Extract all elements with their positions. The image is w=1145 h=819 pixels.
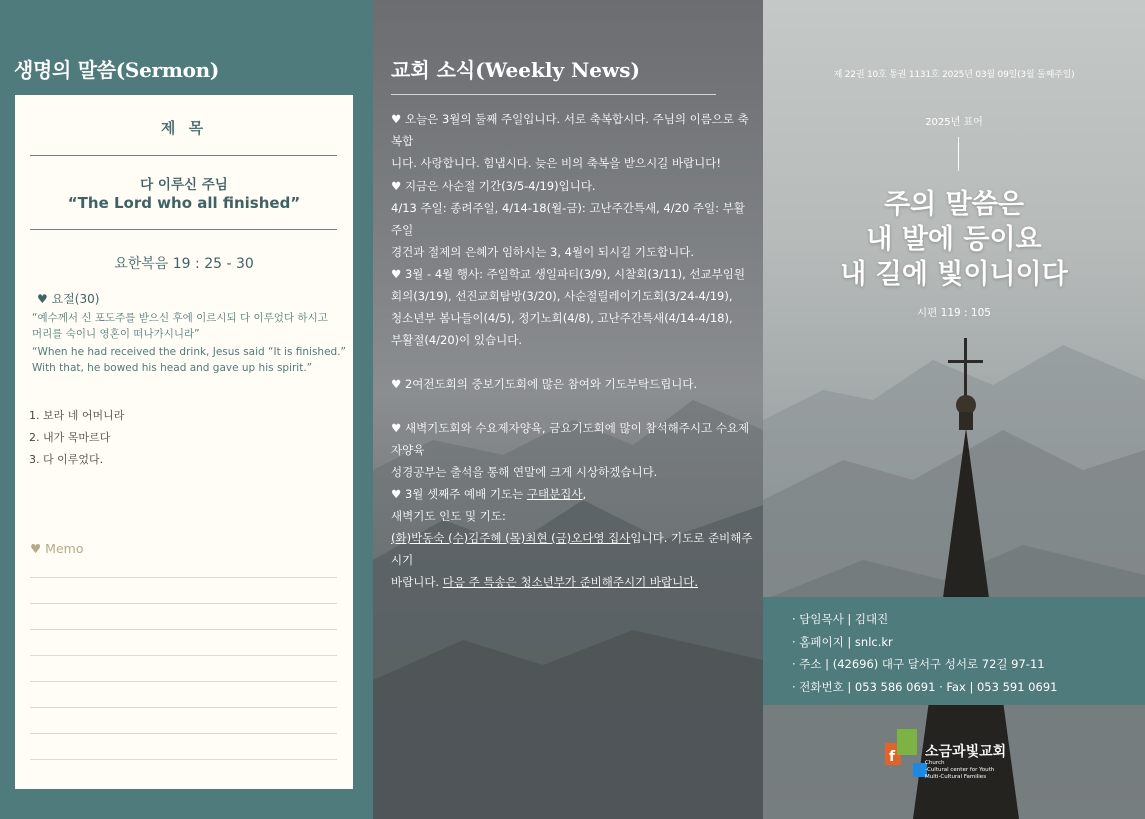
sermon-point: 1. 보라 네 어머니라 [29,409,125,422]
logo-subtitle: Church [925,760,945,766]
verse-en-line: “When he had received the drink, Jesus said “It is finished.” [32,346,346,358]
sermon-point: 3. 다 이루었다. [29,453,104,466]
sermon-points [29,405,124,471]
memo-line [30,733,337,734]
special-song-notice: 다음 주 특송은 청소년부가 준비해주시기 바랍니다. [442,575,698,589]
issue-info: 제 22권 10호 통권 1131호 2025년 03월 09일(3월 둘째주일) [833,70,1075,80]
svg-text:f: f [889,749,896,765]
news-line [391,483,753,505]
news-panel [373,0,763,819]
news-line: ♥ 2여전도회의 중보기도회에 많은 참여와 기도부탁드립니다. [391,377,698,391]
news-line: 회의(3/19), 선진교회탐방(3/20), 사순절릴레이기도회(3/24-4/19), [391,289,733,303]
logo-mark-icon [885,729,930,791]
phone-info: · 전화번호 | 053 586 0691 · Fax | 053 591 0691 [792,679,1058,694]
divider [391,94,716,95]
divider [30,155,337,156]
divider [30,229,337,230]
verse-ko-line: “예수께서 신 포도주를 받으신 후에 이르시되 다 이루었다 하시고 [32,312,328,324]
logo-subtitle: Multi-Cultural Families [925,774,987,780]
news-text: , [582,487,587,501]
cover-panel [763,0,1145,819]
news-line: 부활절(4/20)이 있습니다. [391,333,522,347]
memo-line [30,629,337,630]
news-line: 니다. 사랑합니다. 힘냅시다. 늦은 비의 축복을 받으시길 바랍니다! [391,156,721,170]
address-info: · 주소 | (42696) 대구 달서구 성서로 72길 97-11 [792,657,1045,671]
year-motto-label: 2025년 표어 [925,117,983,128]
news-item [391,108,753,174]
memo-line [30,759,337,760]
motto-line: 내 발에 등이요 [866,224,1042,255]
motto-line: 내 길에 빛이니이다 [840,259,1068,290]
sermon-title-ko: 다 이루신 주님 [140,177,228,193]
sermon-point: 2. 내가 목마르다 [29,431,111,444]
news-line [391,527,753,571]
verse-en-line: With that, he bowed his head and gave up his spirit.” [32,362,313,374]
verse-ko-line: 머리를 숙이니 영혼이 떠나가시니라” [32,328,200,340]
memo-line [30,603,337,604]
scripture-reference: 요한복음 19 : 25 - 30 [114,256,254,272]
year-motto [763,187,1145,292]
sermon-panel [0,0,373,819]
sermon-heading: 생명의 말씀(Sermon) [14,58,220,82]
church-info-box [763,597,1145,705]
memo-line [30,655,337,656]
news-item [391,483,753,593]
memo-line [30,577,337,578]
memo-line [30,681,337,682]
motto-reference: 시편 119 : 105 [917,307,991,319]
news-line: ♥ 오늘은 3월의 둘째 주일입니다. 서로 축복합시다. 주님의 이름으로 축복합 [391,112,749,148]
news-line [391,571,753,593]
logo-subtitle: -Cultural center for Youth [925,767,995,773]
divider [958,137,959,171]
news-line: ♥ 새벽기도회와 수요제자양육, 금요기도회에 많이 참석해주시고 수요제자양육 [391,421,750,457]
sermon-title-en: “The Lord who all finished” [67,194,301,212]
news-text: 바랍니다. [391,575,443,589]
sermon-card [15,95,353,789]
news-line: ♥ 3월 - 4월 행사: 주일학교 생일파티(3/9), 시찰회(3/11), 선교부임원 [391,267,745,281]
card-title: 제 목 [160,119,208,137]
news-item [391,175,753,263]
news-item [391,417,753,483]
news-line: 성경공부는 출석을 통해 연말에 크게 시상하겠습니다. [391,465,658,479]
homepage-info: · 홈페이지 | snlc.kr [792,634,893,649]
news-item [391,263,753,351]
logo-name: 소금과빛교회 [925,744,1007,760]
news-line: ♥ 지금은 사순절 기간(3/5-4/19)입니다. [391,179,596,193]
prayer-leader: 구태분집사 [526,487,583,501]
verse-label: ♥ 요절(30) [37,292,100,306]
news-text: ♥ 3월 셋째주 예배 기도는 [391,487,527,501]
memo-label: ♥ Memo [30,541,84,556]
memo-line [30,707,337,708]
news-line: 4/13 주일: 종려주일, 4/14-18(월-금): 고난주간특새, 4/20 주일: 부활주일 [391,201,745,237]
news-line: 새벽기도 인도 및 기도: [391,509,506,523]
news-item [391,373,753,395]
motto-line: 주의 말씀은 [884,189,1024,220]
news-heading: 교회 소식(Weekly News) [391,58,640,82]
church-logo [885,729,1045,791]
pastor-info: · 담임목사 | 김대진 [792,612,889,626]
news-line: 청소년부 봄나들이(4/5), 정기노회(4/8), 고난주간특새(4/14-4/18), [391,311,733,325]
news-line: 경건과 절제의 은혜가 임하시는 3, 4월이 되시길 기도합니다. [391,245,695,259]
dawn-prayer-leaders: (화)박동숙 (수)김주혜 (목)최현 (금)오다영 집사 [391,531,631,545]
news-text: 입니다. 기도로 준비해주시기 [391,531,753,567]
